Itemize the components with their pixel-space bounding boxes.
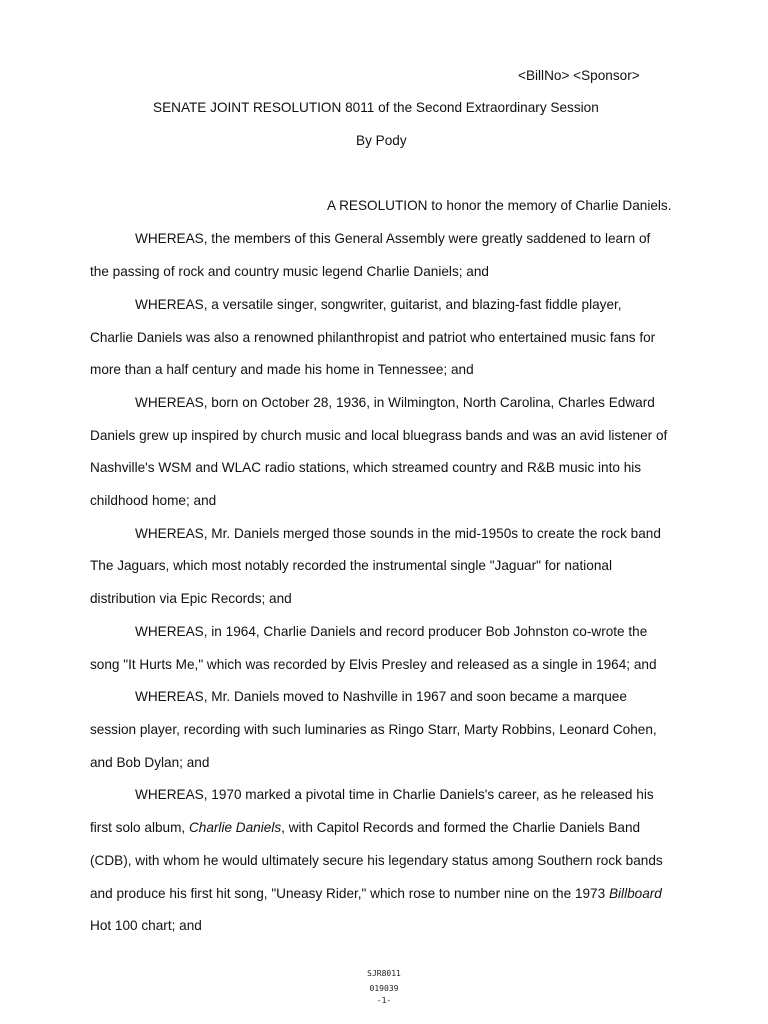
- text-segment: , with Capitol Records and formed the Charlie Daniels Band: [281, 820, 641, 835]
- body-line: WHEREAS, 1970 marked a pivotal time in Charlie Daniels's career, as he released his: [135, 787, 654, 802]
- body-line: WHEREAS, the members of this General Assembly were greatly saddened to learn of: [135, 231, 651, 246]
- sponsor-line: By Pody: [356, 133, 407, 148]
- resolution-title: SENATE JOINT RESOLUTION 8011 of the Second Extraordinary Session: [153, 100, 599, 115]
- body-line: session player, recording with such luminaries as Ringo Starr, Marty Robbins, Leonard Cohen,: [90, 722, 657, 737]
- body-line: song "It Hurts Me," which was recorded by Elvis Presley and released as a single in 1964; and: [90, 657, 657, 672]
- footer-code: 019039: [369, 984, 399, 993]
- body-line: WHEREAS, in 1964, Charlie Daniels and record producer Bob Johnston co-wrote the: [135, 624, 648, 639]
- bill-placeholders: <BillNo> <Sponsor>: [518, 68, 640, 83]
- resolution-intro: A RESOLUTION to honor the memory of Charlie Daniels.: [327, 198, 672, 213]
- body-line: Hot 100 chart; and: [90, 918, 202, 933]
- body-line: and Bob Dylan; and: [90, 755, 210, 770]
- body-line: Daniels grew up inspired by church music and local bluegrass bands and was an avid listener of: [90, 428, 668, 443]
- body-line: childhood home; and: [90, 493, 217, 508]
- text-segment: and produce his first hit song, "Uneasy Rider," which rose to number nine on the 1973: [90, 886, 609, 901]
- body-line: (CDB), with whom he would ultimately secure his legendary status among Southern rock bands: [90, 853, 663, 868]
- body-line: WHEREAS, Mr. Daniels moved to Nashville in 1967 and soon became a marquee: [135, 689, 627, 704]
- text-segment: first solo album,: [90, 820, 189, 835]
- body-line: WHEREAS, born on October 28, 1936, in Wilmington, North Carolina, Charles Edward: [135, 395, 655, 410]
- body-line-first-solo: [90, 820, 640, 836]
- body-line: distribution via Epic Records; and: [90, 591, 292, 606]
- chart-name: Billboard: [608, 886, 662, 901]
- body-line: The Jaguars, which most notably recorded the instrumental single "Jaguar" for national: [90, 558, 612, 573]
- body-line: WHEREAS, Mr. Daniels merged those sounds in the mid-1950s to create the rock band: [135, 526, 661, 541]
- album-title: Charlie Daniels: [188, 820, 282, 835]
- body-line-billboard: [90, 886, 662, 902]
- page-number: -1-: [376, 996, 392, 1005]
- body-line: the passing of rock and country music legend Charlie Daniels; and: [90, 264, 489, 279]
- body-line: Nashville's WSM and WLAC radio stations, which streamed country and R&B music into his: [90, 460, 642, 475]
- body-line: WHEREAS, a versatile singer, songwriter, guitarist, and blazing-fast fiddle player,: [135, 297, 622, 312]
- body-line: more than a half century and made his home in Tennessee; and: [90, 362, 474, 377]
- footer-doc-id: SJR8011: [367, 969, 401, 978]
- body-line: Charlie Daniels was also a renowned philanthropist and patriot who entertained music fans for: [90, 330, 656, 345]
